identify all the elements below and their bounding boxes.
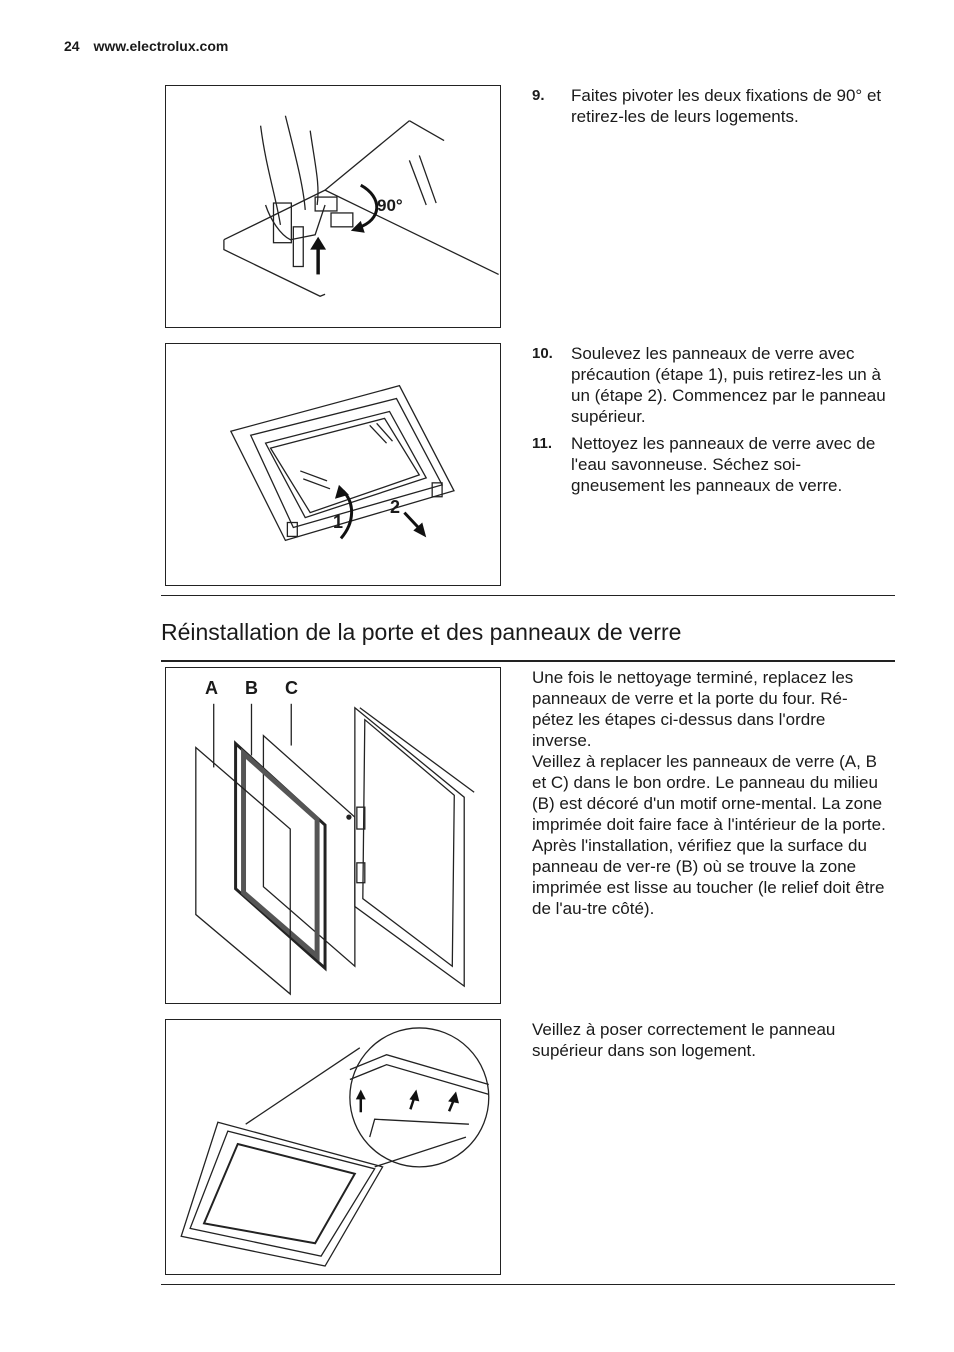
reinstall-paragraph-3: Veillez à poser correctement le panneau supérieur dans son logement. [532, 1020, 836, 1060]
step2-label: 2 [390, 497, 401, 517]
figure-top-panel [165, 1019, 501, 1275]
door-panels-illustration [166, 344, 500, 585]
step-text: Nettoyez les panneaux de verre avec de l'eau savonneuse. Séchez soi-gneusement les panneaux de verre. [571, 434, 876, 495]
step-9 [532, 85, 892, 127]
figure-lift-panels [165, 343, 501, 586]
panels-abc-illustration [166, 668, 500, 1003]
step-11 [532, 433, 892, 496]
section-title-underline [161, 660, 895, 662]
section-divider-bottom [161, 1284, 895, 1285]
panel-a-label: A [205, 678, 218, 698]
top-panel-illustration [166, 1020, 500, 1274]
step-number: 11. [532, 435, 553, 452]
angle-label: 90° [377, 196, 403, 215]
reinstall-paragraph-2: Veillez à replacer les panneaux de verre (A, B et C) dans le bon ordre. Le panneau du milieu (B) est décoré d'un motif orne-mental. La zone imprimée doit faire face à l'intérieur de la porte. Après l'installation, vérifiez que la surface du panneau de ver-re (B) où se trouve la zone imprimée est lisse au toucher (le relief doit être de l'au-tre côté). [532, 752, 886, 918]
figure-fixation-rotation [165, 85, 501, 328]
page-header [64, 38, 228, 54]
site-url: www.electrolux.com [93, 38, 229, 54]
figure-panels-abc [165, 667, 501, 1004]
step-number: 9. [532, 87, 545, 104]
step-text: Faites pivoter les deux fixations de 90° et retirez-les de leurs logements. [571, 86, 882, 126]
reinstall-paragraph-1: Une fois le nettoyage terminé, replacez les panneaux de verre et la porte du four. Ré-pétez les étapes ci-dessus dans l'ordre inverse. [532, 668, 854, 750]
step-text: Soulevez les panneaux de verre avec précaution (étape 1), puis retirez-les un à un (étape 2). Commencez par le panneau supérieur. [571, 344, 886, 426]
step1-label: 1 [333, 512, 344, 532]
step-number: 10. [532, 345, 553, 362]
step-10 [532, 343, 892, 427]
page-number: 24 [64, 38, 80, 54]
fixation-illustration [166, 86, 500, 327]
section-title: Réinstallation de la porte et des panneaux de verre [161, 619, 682, 645]
section-divider-top [161, 595, 895, 596]
panel-c-label: C [285, 678, 298, 698]
panel-b-label: B [245, 678, 258, 698]
